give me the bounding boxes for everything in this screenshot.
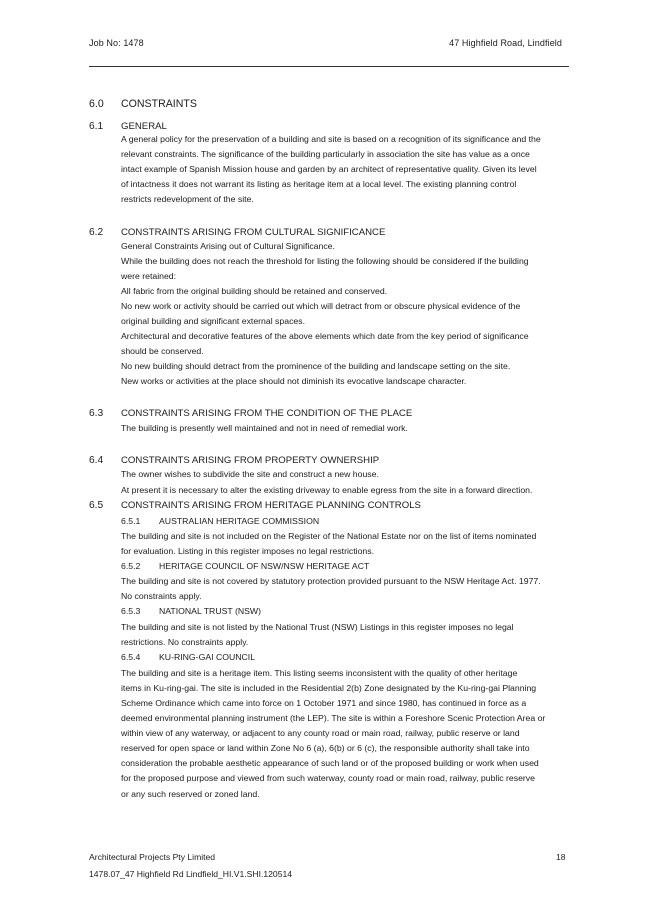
section-title: CONSTRAINTS xyxy=(121,98,197,110)
body-line: relevant constraints. The significance of the building particularly in association the site has value as a once xyxy=(121,149,530,159)
subsection-title: NATIONAL TRUST (NSW) xyxy=(159,606,261,616)
body-line: The building is presently well maintained and not in need of remedial work. xyxy=(121,423,408,433)
body-line: All fabric from the original building should be retained and conserved. xyxy=(121,286,388,296)
body-line: deemed environmental planning instrument (the LEP). The site is within a Foreshore Scenic Protection Area or xyxy=(121,713,546,723)
body-line: reserved for open space or land within Zone No 6 (a), 6(b) or 6 (c), the responsible authority shall take into xyxy=(121,743,530,753)
section-number: 6.0 xyxy=(89,98,104,110)
body-line: intact example of Spanish Mission house and garden by an architect of representative quality. Given its level xyxy=(121,164,537,174)
footer-document-reference: 1478.07_47 Highfield Rd Lindfield_HI.V1.SHI.120514 xyxy=(89,869,293,879)
section-title: CONSTRAINTS ARISING FROM CULTURAL SIGNIFICANCE xyxy=(121,227,386,238)
body-line: The building and site is not listed by the National Trust (NSW) Listings in this register imposes no legal xyxy=(121,622,514,632)
subsection-number: 6.5.1 xyxy=(121,516,141,526)
section-title: CONSTRAINTS ARISING FROM THE CONDITION OF THE PLACE xyxy=(121,408,413,419)
body-line: No constraints apply. xyxy=(121,591,202,601)
subsection-title: HERITAGE COUNCIL OF NSW/NSW HERITAGE ACT xyxy=(159,561,370,571)
subsection-heading xyxy=(121,516,319,526)
body-line: The building and site is not covered by statutory protection provided pursuant to the NSW Heritage Act. 1977. xyxy=(121,576,541,586)
subsection-heading xyxy=(121,606,261,616)
body-line: New works or activities at the place should not diminish its evocative landscape character. xyxy=(121,376,467,386)
section-number: 6.1 xyxy=(89,121,104,132)
section-number: 6.5 xyxy=(89,500,104,511)
body-line: consideration the probable aesthetic appearance of such land or of the proposed building or work when used xyxy=(121,758,539,768)
body-line: restrictions. No constraints apply. xyxy=(121,637,249,647)
subsection-number: 6.5.3 xyxy=(121,606,141,616)
body-line: for the proposed purpose and viewed from such waterway, county road or main road, railway, public reserve xyxy=(121,773,535,783)
body-line: General Constraints Arising out of Cultural Significance. xyxy=(121,241,335,251)
body-line: At present it is necessary to alter the existing driveway to enable egress from the site in a forward direction. xyxy=(121,485,533,495)
section-title: GENERAL xyxy=(121,121,167,132)
body-line: A general policy for the preservation of a building and site is based on a recognition of its significance and the xyxy=(121,134,541,144)
body-line: No new work or activity should be carried out which will detract from or obscure physical evidence of the xyxy=(121,301,521,311)
body-line: No new building should detract from the prominence of the building and landscape setting on the site. xyxy=(121,361,511,371)
header-rule xyxy=(89,66,569,67)
body-line: The owner wishes to subdivide the site and construct a new house. xyxy=(121,469,379,479)
subsection-title: AUSTRALIAN HERITAGE COMMISSION xyxy=(159,516,320,526)
body-line: should be conserved. xyxy=(121,346,204,356)
section-number: 6.4 xyxy=(89,455,104,466)
section-number: 6.3 xyxy=(89,408,104,419)
body-line: Scheme Ordinance which came into force on 1 October 1971 and since 1980, has continued in force as a xyxy=(121,698,527,708)
body-line: of intactness it does not warrant its listing as heritage item at a local level. The existing planning control xyxy=(121,179,517,189)
header-address: 47 Highfield Road, Lindfield xyxy=(449,38,562,48)
body-line: Architectural and decorative features of the above elements which date from the key period of significance xyxy=(121,331,529,341)
subsection-number: 6.5.4 xyxy=(121,652,141,662)
body-line: for evaluation. Listing in this register imposes no legal restrictions. xyxy=(121,546,375,556)
body-line: restricts redevelopment of the site. xyxy=(121,194,254,204)
body-line: While the building does not reach the threshold for listing the following should be considered if the building xyxy=(121,256,529,266)
body-line: The building and site is a heritage item. This listing seems inconsistent with the quality of other heritage xyxy=(121,668,518,678)
body-line: were retained: xyxy=(121,271,177,281)
subsection-number: 6.5.2 xyxy=(121,561,141,571)
subsection-heading xyxy=(121,652,255,662)
footer-company: Architectural Projects Pty Limited xyxy=(89,852,216,862)
subsection-heading xyxy=(121,561,369,571)
header-job-number: Job No: 1478 xyxy=(89,38,144,48)
subsection-title: KU-RING-GAI COUNCIL xyxy=(159,652,256,662)
body-line: items in Ku-ring-gai. The site is included in the Residential 2(b) Zone designated by the Ku-ring-gai Planning xyxy=(121,683,537,693)
body-line: or any such reserved or zoned land. xyxy=(121,789,260,799)
body-line: within view of any waterway, or adjacent to any county road or main road, railway, public reserve or land xyxy=(121,728,520,738)
body-line: The building and site is not included on the Register of the National Estate nor on the list of items nominated xyxy=(121,531,537,541)
body-line: original building and significant external spaces. xyxy=(121,316,305,326)
page-number: 18 xyxy=(556,852,566,862)
section-title: CONSTRAINTS ARISING FROM HERITAGE PLANNING CONTROLS xyxy=(121,500,421,511)
section-title: CONSTRAINTS ARISING FROM PROPERTY OWNERSHIP xyxy=(121,455,380,466)
section-number: 6.2 xyxy=(89,227,104,238)
